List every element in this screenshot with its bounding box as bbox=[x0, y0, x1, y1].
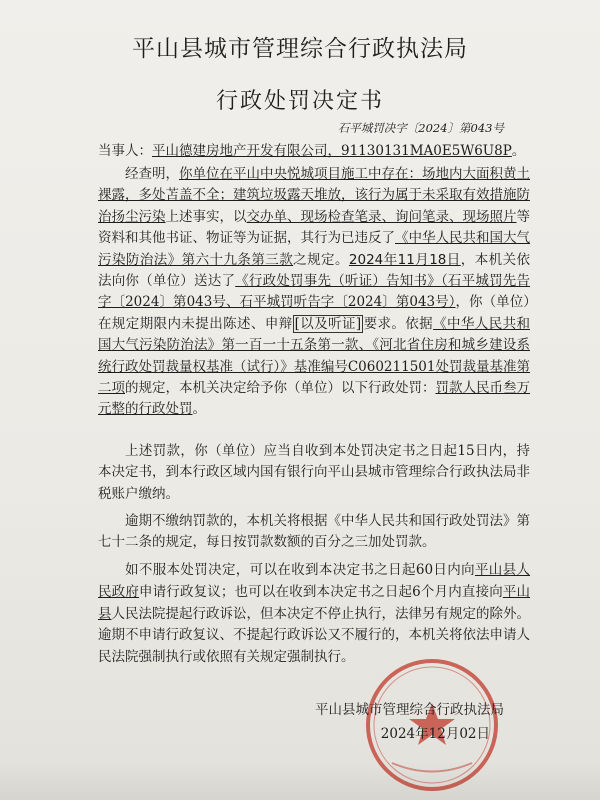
party-end: 。 bbox=[511, 143, 526, 159]
legal-basis: 《中华人民共和国大气污染防治法》第一百一十五条第一款、《河北省住房和城乡建设系统行政处罚裁量权基准（试行）》基准编号C060211501处罚裁量基准第二项 bbox=[98, 315, 531, 397]
findings-text-4: ，本机关依法向你（单位）送达了 bbox=[98, 251, 531, 290]
findings-lead: 经查明， bbox=[125, 166, 179, 182]
notice-date: 2024年11月18日 bbox=[348, 251, 461, 268]
findings-text-6: 要求。依据 bbox=[363, 315, 434, 332]
findings-paragraph bbox=[98, 164, 530, 421]
violated-law: 《中华人民共和国大气污染防治法》第六十九条第三款 bbox=[98, 230, 530, 268]
party-label: 当事人： bbox=[98, 143, 152, 159]
appeal-text-3: 人民法院提起行政诉讼，但本决定不停止执行，法律另有规定的除外。逾期不申请行政复议、不提起行政诉讼又不履行的，本机关将依法申请人民法院强制执行或依照有关规定强制执行。 bbox=[98, 605, 530, 666]
court-county: 平山县 bbox=[98, 583, 531, 622]
party-value: 平山德建房地产开发有限公司，91130131MA0E5W6U8P bbox=[152, 143, 512, 159]
appeal-text-1: 如不服本处罚决定，可以在收到本决定书之日起60日内向 bbox=[125, 562, 475, 578]
doc-number: 石平城罚决字〔2024〕第043号 bbox=[337, 121, 504, 135]
org-title: 平山县城市管理综合行政执法局 bbox=[132, 36, 468, 62]
doc-title: 行政处罚决定书 bbox=[215, 89, 384, 114]
appeal-paragraph bbox=[98, 560, 530, 669]
findings-text-7: 的规定，本机关决定给予你（单位）以下行政处罚： bbox=[125, 380, 436, 397]
late-fee-paragraph: 逾期不缴纳罚款的，本机关将根据《中华人民共和国行政处罚法》第七十二条的规定，每日按罚款数额的百分之三加处罚款。 bbox=[98, 513, 530, 551]
evidence-list: 交办单、现场检查笔录、询问笔录、现场照片 bbox=[246, 208, 517, 225]
appeal-text-2: 申请行政复议；也可以在收到本决定书之日起6个月内直接向 bbox=[138, 583, 503, 600]
notice-title: 《行政处罚事先（听证）告知书》 bbox=[235, 273, 441, 290]
violation-facts: 你单位在平山中央悦城项目施工中存在：场地内大面积黄土裸露，多处苫盖不全；建筑垃圾露天堆放，该行为属于未采取有效措施防治扬尘污染 bbox=[98, 166, 530, 225]
payment-paragraph: 上述罚款，你（单位）应当自收到本处罚决定书之日起15日内，持本决定书，到本行政区域内国有银行向平山县城市管理综合行政执法局非税账户缴纳。 bbox=[98, 443, 530, 502]
review-authority: 平山县人民政府 bbox=[98, 562, 531, 600]
findings-end: 。 bbox=[192, 401, 206, 418]
page-shadow bbox=[0, 760, 600, 800]
findings-text-3: 之规定。 bbox=[293, 251, 349, 268]
penalty: 罚款人民币叁万元整的行政处罚 bbox=[98, 380, 530, 418]
hearing-option: [以及听证] bbox=[294, 315, 362, 332]
signature-date: 2024年12月02日 bbox=[380, 726, 490, 742]
party-line bbox=[98, 140, 538, 162]
findings-text-2: 等资料和其他书证、物证等为证据，其行为已违反了 bbox=[98, 208, 530, 247]
findings-text-1: 上述事实，以 bbox=[165, 208, 247, 225]
findings-text-5: ，你（单位）在规定期限内未提出陈述、申辩 bbox=[98, 294, 530, 332]
notice-numbers: （石平城罚先告字〔2024〕第043号、石平城罚听告字〔2024〕第043号） bbox=[98, 273, 531, 311]
signature-org: 平山县城市管理综合行政执法局 bbox=[315, 702, 504, 718]
